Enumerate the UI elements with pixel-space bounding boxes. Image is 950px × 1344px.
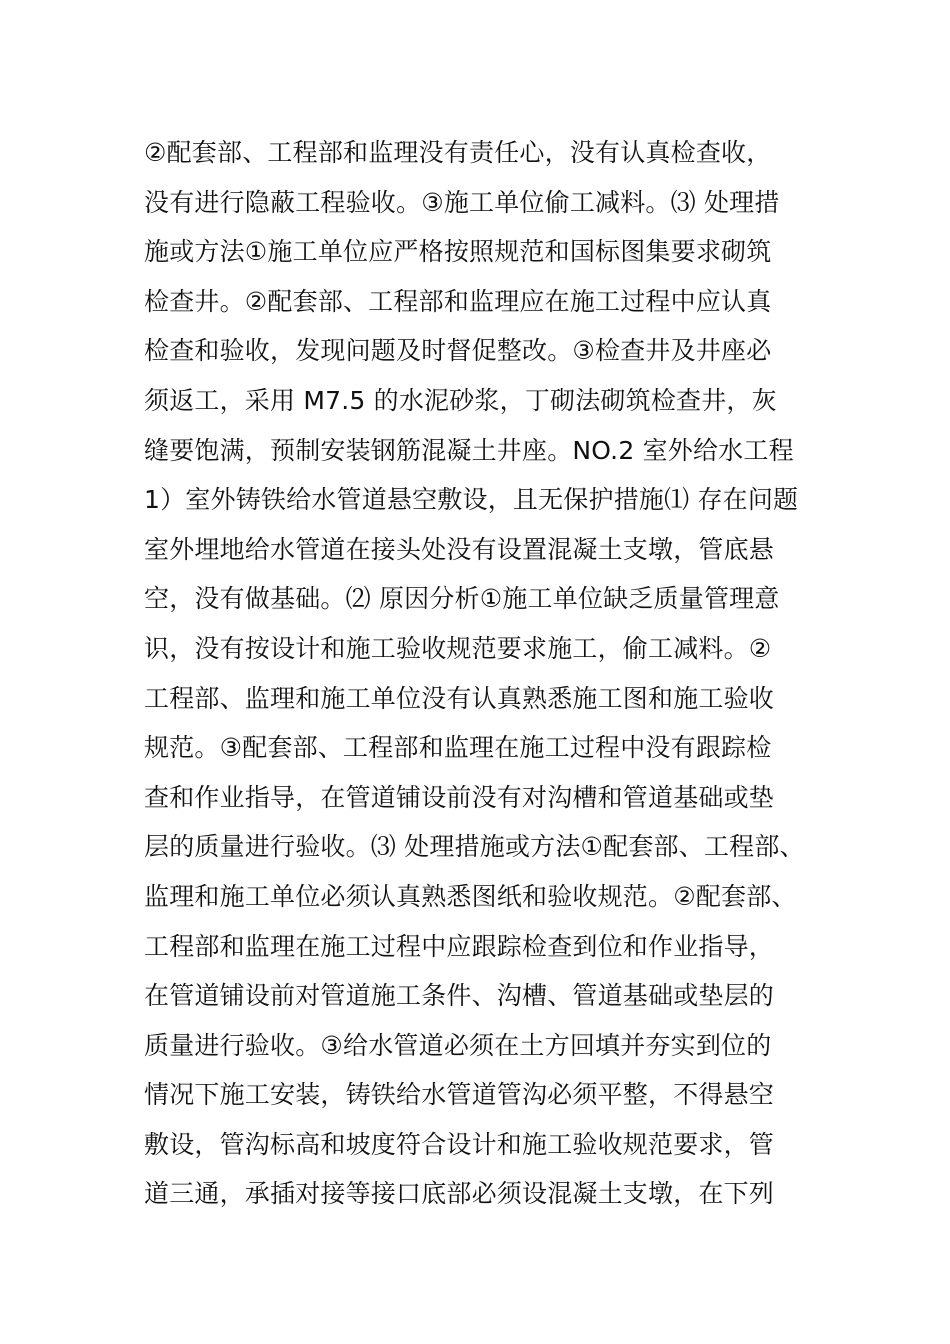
text-line: 工程部和监理在施工过程中应跟踪检查到位和作业指导， (144, 931, 775, 961)
text-line: 识，没有按设计和施工验收规范要求施工，偷工减料。② (144, 633, 772, 663)
text-line: 施或方法①施工单位应严格按照规范和国标图集要求砌筑 (144, 237, 772, 267)
text-line: 监理和施工单位必须认真熟悉图纸和验收规范。②配套部、 (144, 881, 797, 911)
text-line: 没有进行隐蔽工程验收。③施工单位偷工减料。⑶ 处理措 (144, 187, 780, 217)
text-line: 层的质量进行验收。⑶ 处理措施或方法①配套部、工程部、 (144, 832, 805, 862)
text-line: 须返工，采用 M7.5 的水泥砂浆，丁砌法砌筑检查井，灰 (144, 385, 777, 415)
text-line: 室外埋地给水管道在接头处没有设置混凝土支墩，管底悬 (144, 534, 775, 564)
text-line: 道三通，承插对接等接口底部必须设混凝土支墩，在下列 (144, 1179, 775, 1209)
text-line: 敷设，管沟标高和坡度符合设计和施工验收规范要求，管 (144, 1129, 775, 1159)
text-line: 空，没有做基础。⑵ 原因分析①施工单位缺乏质量管理意 (144, 584, 780, 614)
text-line: ②配套部、工程部和监理没有责任心，没有认真检查收， (144, 138, 772, 167)
text-line: 检查井。②配套部、工程部和监理应在施工过程中应认真 (144, 286, 772, 316)
text-line: 检查和验收，发现问题及时督促整改。③检查井及井座必 (144, 336, 772, 366)
text-line: 规范。③配套部、工程部和监理在施工过程中没有跟踪检 (144, 733, 772, 763)
text-line: 1）室外铸铁给水管道悬空敷设，且无保护措施⑴ 存在问题 (144, 485, 799, 515)
text-line: 缝要饱满，预制安装钢筋混凝土井座。NO.2 室外给水工程 (144, 435, 794, 465)
text-line: 在管道铺设前对管道施工条件、沟槽、管道基础或垫层的 (144, 981, 775, 1011)
text-line: 工程部、监理和施工单位没有认真熟悉施工图和施工验收 (144, 683, 775, 713)
text-line: 情况下施工安装，铸铁给水管道管沟必须平整，不得悬空 (144, 1080, 775, 1110)
body-text (144, 128, 824, 1219)
text-line: 查和作业指导，在管道铺设前没有对沟槽和管道基础或垫 (144, 782, 775, 812)
text-line: 质量进行验收。③给水管道必须在土方回填并夯实到位的 (144, 1030, 772, 1060)
